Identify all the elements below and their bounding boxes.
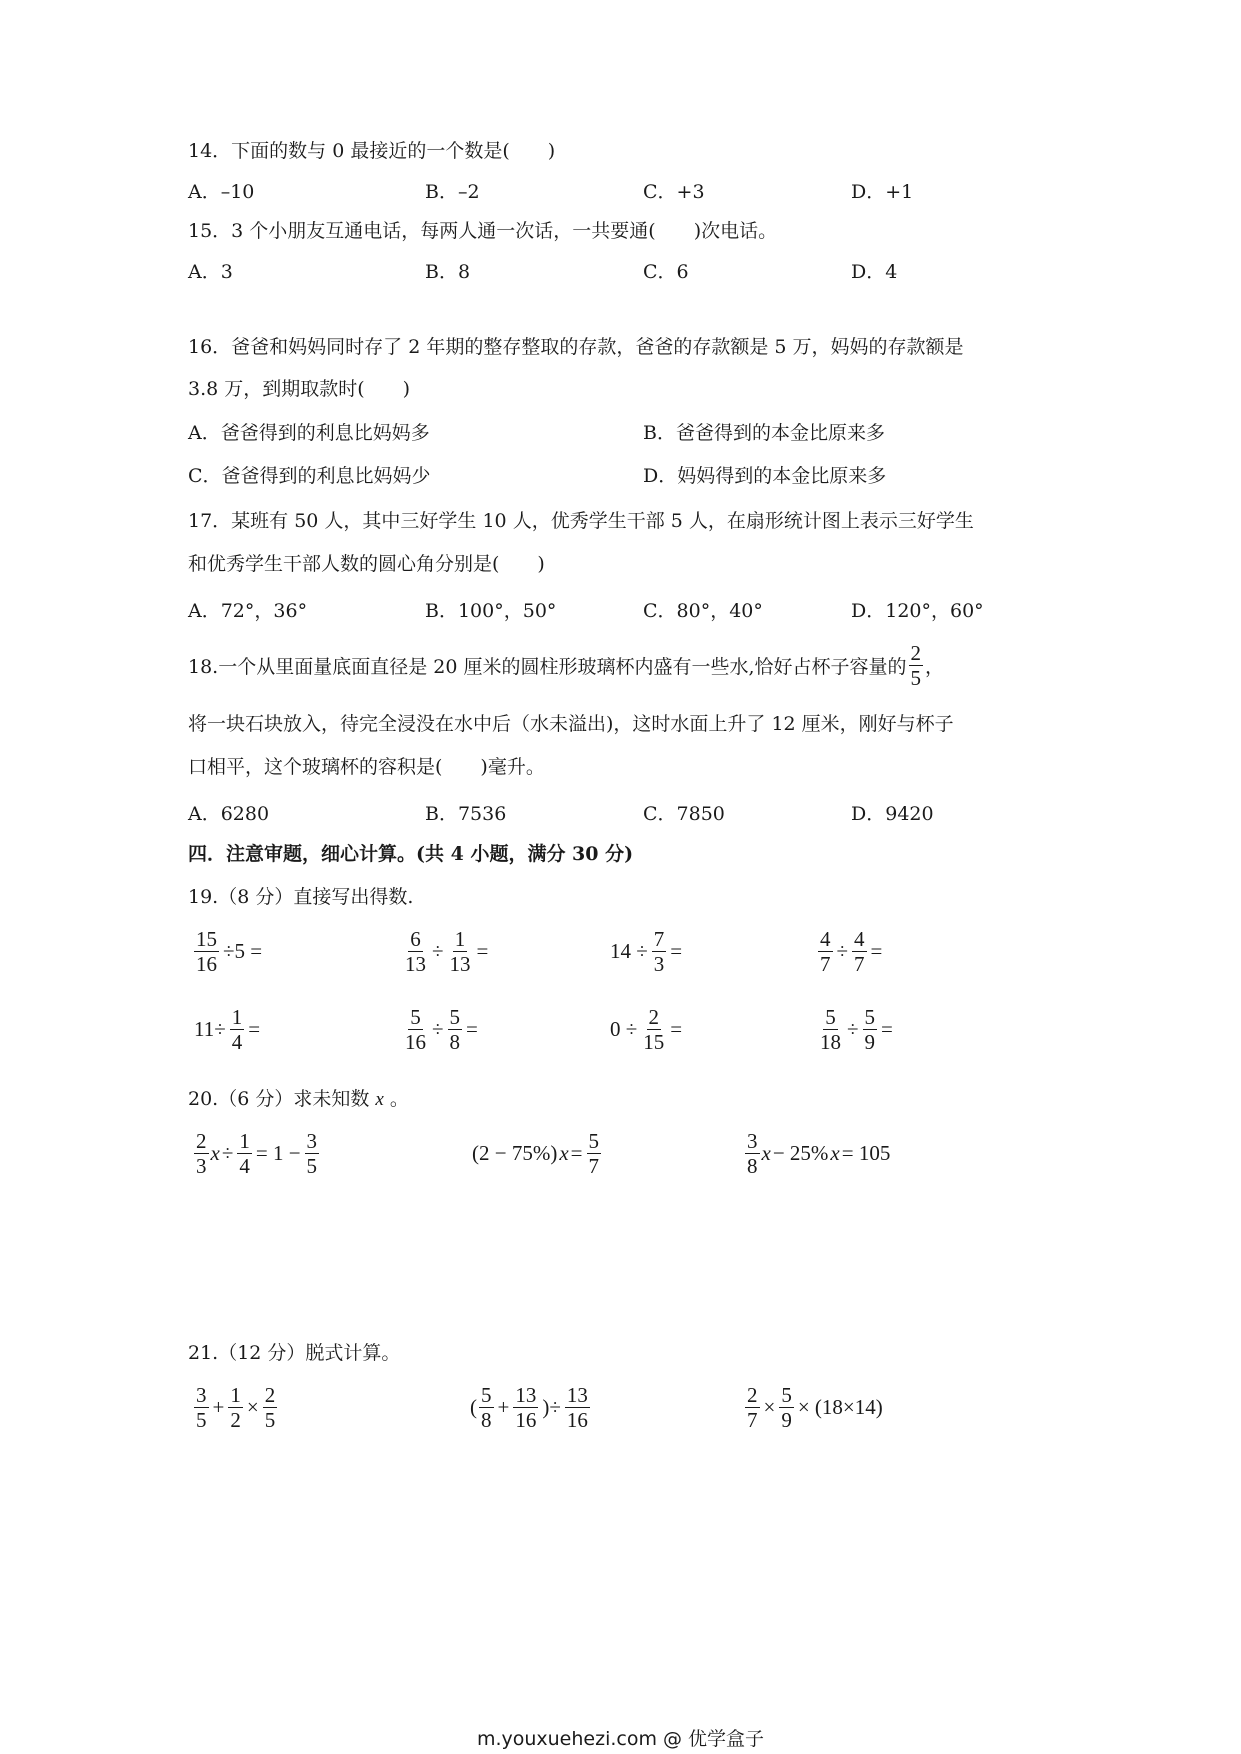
fraction (779, 1384, 794, 1431)
operator: )÷ (542, 1395, 561, 1420)
fraction (818, 928, 833, 975)
section-4-heading: 四．注意审题，细心计算。(共 4 小题，满分 30 分) (188, 843, 634, 865)
fraction (403, 928, 428, 975)
fraction (745, 1130, 760, 1177)
equals: = (570, 1141, 583, 1166)
fraction-numerator: 6 (410, 927, 421, 951)
fraction (230, 1006, 245, 1053)
q20-stem-text: 20.（6 分）求未知数 (188, 1088, 370, 1110)
q20-variable: x (375, 1089, 384, 1110)
fraction (228, 1384, 243, 1431)
fraction-denominator: 4 (231, 1030, 243, 1055)
q14-option-c: C．+3 (643, 181, 705, 203)
fraction (863, 1006, 878, 1053)
q20-stem (188, 1084, 409, 1111)
fraction (194, 1130, 209, 1177)
fraction-numerator: 2 (648, 1005, 660, 1029)
q16-option-d: D．妈妈得到的本金比原来多 (643, 465, 887, 487)
variable-x: x (210, 1141, 220, 1166)
fraction (587, 1130, 602, 1177)
q19-item-5 (192, 1006, 262, 1053)
equals: = (670, 1017, 683, 1042)
q17-stem-line1: 17．某班有 50 人，其中三好学生 10 人，优秀学生干部 5 人，在扇形统计图上表示三好学生 (188, 510, 974, 532)
fraction-numerator: 3 (747, 1129, 758, 1153)
q19-item-6 (401, 1006, 480, 1053)
fraction-denominator: 9 (864, 1030, 876, 1055)
q18-option-c: C．7850 (643, 803, 725, 825)
operator: × (18×14) (797, 1395, 883, 1420)
fraction-numerator: 5 (481, 1383, 492, 1407)
fraction-numerator: 1 (454, 927, 466, 951)
q17-option-c: C．80°，40° (643, 600, 763, 622)
q18-stem-line3: 口相平，这个玻璃杯的容积是( )毫升。 (188, 756, 545, 778)
equals: = (476, 939, 489, 964)
q17-stem-line2: 和优秀学生干部人数的圆心角分别是( ) (188, 553, 545, 575)
q21-expression-1 (192, 1384, 279, 1431)
fraction-numerator: 5 (410, 1005, 421, 1029)
operand: 0 ÷ (610, 1017, 638, 1042)
operator: × (246, 1395, 259, 1420)
q20-equation-2 (470, 1130, 603, 1177)
footer-watermark: m.youxuehezi.com @ 优学盒子 (476, 1728, 765, 1750)
operator: = 1 − (255, 1141, 301, 1166)
operator: ÷5 = (223, 939, 263, 964)
equals: = (870, 939, 883, 964)
fraction-numerator: 5 (781, 1383, 792, 1407)
fraction (513, 1384, 538, 1431)
operator: ÷ (221, 1141, 234, 1166)
variable-x: x (559, 1141, 569, 1166)
fraction (305, 1130, 320, 1177)
equals: = 105 (841, 1141, 891, 1166)
fraction (818, 1006, 843, 1053)
equals: = (881, 1017, 893, 1042)
operand: 14 ÷ (610, 939, 648, 964)
q19-item-8 (816, 1006, 895, 1053)
fraction (479, 1384, 494, 1431)
fraction-numerator: 3 (306, 1129, 318, 1153)
operator: + (497, 1395, 510, 1420)
fraction-numerator: 5 (449, 1005, 461, 1029)
q18-stem-line1 (188, 642, 944, 689)
fraction-numerator: 1 (239, 1129, 250, 1153)
fraction-denominator: 3 (196, 1154, 207, 1179)
q19-stem: 19.（8 分）直接写出得数. (188, 886, 414, 908)
fraction-numerator: 5 (588, 1129, 599, 1153)
fraction-denominator: 7 (588, 1154, 599, 1179)
q18-fraction (909, 642, 924, 689)
fraction (641, 1006, 666, 1053)
q15-option-c: C．6 (643, 261, 689, 283)
q14-option-d: D．+1 (851, 181, 914, 203)
q18-option-b: B．7536 (425, 803, 507, 825)
fraction-denominator: 16 (566, 1408, 588, 1433)
fraction-denominator: 15 (643, 1030, 665, 1055)
q14-option-b: B．–2 (425, 181, 480, 203)
q18-option-d: D．9420 (851, 803, 934, 825)
fraction (263, 1384, 278, 1431)
operand: 11÷ (194, 1017, 226, 1042)
fraction-numerator: 2 (264, 1383, 276, 1407)
q19-item-1 (192, 928, 264, 975)
q17-option-a: A．72°，36° (188, 600, 308, 622)
fraction-denominator: 16 (196, 952, 217, 977)
fraction (448, 1006, 463, 1053)
operator: ÷ (836, 939, 849, 964)
fraction-denominator: 3 (653, 952, 665, 977)
fraction-denominator: 8 (747, 1154, 758, 1179)
fraction-denominator: 13 (449, 952, 471, 977)
fraction (565, 1384, 590, 1431)
fraction (194, 1384, 209, 1431)
fraction-numerator: 2 (910, 641, 922, 665)
equals: = (466, 1017, 478, 1042)
fraction (194, 928, 219, 975)
operator: ÷ (432, 1017, 444, 1042)
q19-item-2 (401, 928, 490, 975)
q15-stem: 15．3 个小朋友互通电话，每两人通一次话，一共要通( )次电话。 (188, 220, 778, 242)
q18-stem-text: 18.一个从里面量底面直径是 20 厘米的圆柱形玻璃杯内盛有一些水,恰好占杯子容量的 (188, 656, 907, 679)
q20-equation-3 (743, 1130, 892, 1177)
equals: = (670, 939, 683, 964)
fraction-numerator: 5 (864, 1005, 876, 1029)
operator: ÷ (432, 939, 444, 964)
fraction-denominator: 7 (820, 952, 831, 977)
q16-option-a: A．爸爸得到的利息比妈妈多 (188, 422, 430, 444)
q21-expression-3 (743, 1384, 885, 1431)
open-paren: ( (470, 1395, 477, 1420)
q16-option-b: B．爸爸得到的本金比原来多 (643, 422, 885, 444)
fraction-denominator: 7 (747, 1408, 758, 1433)
fraction-denominator: 5 (910, 666, 922, 691)
operand: (2 − 75%) (472, 1141, 558, 1166)
operator: + (212, 1395, 225, 1420)
fraction-numerator: 2 (196, 1129, 207, 1153)
q17-option-b: B．100°，50° (425, 600, 557, 622)
q16-stem-line2: 3.8 万，到期取款时( ) (188, 378, 411, 400)
fraction (403, 1006, 428, 1053)
fraction-numerator: 1 (231, 1005, 243, 1029)
q15-option-d: D．4 (851, 261, 898, 283)
fraction (852, 928, 867, 975)
fraction-numerator: 2 (747, 1383, 758, 1407)
q18-option-a: A．6280 (188, 803, 270, 825)
fraction-denominator: 5 (264, 1408, 276, 1433)
variable-x: x (830, 1141, 840, 1166)
fraction-numerator: 3 (196, 1383, 207, 1407)
operator: ÷ (847, 1017, 859, 1042)
q16-option-c: C．爸爸得到的利息比妈妈少 (188, 465, 431, 487)
fraction-denominator: 9 (781, 1408, 792, 1433)
fraction-numerator: 13 (515, 1383, 537, 1407)
fraction-denominator: 2 (230, 1408, 241, 1433)
fraction-numerator: 1 (230, 1383, 241, 1407)
q21-expression-2 (470, 1384, 592, 1431)
fraction-numerator: 4 (854, 927, 865, 951)
equals: = (248, 1017, 261, 1042)
q17-option-d: D．120°，60° (851, 600, 984, 622)
q14-option-a: A．–10 (188, 181, 255, 203)
operator: × (763, 1395, 776, 1420)
q18-stem-comma: ， (925, 656, 945, 679)
q14-stem: 14．下面的数与 0 最接近的一个数是( ) (188, 140, 556, 162)
q21-stem: 21.（12 分）脱式计算。 (188, 1342, 401, 1364)
fraction (237, 1130, 252, 1177)
q15-option-a: A．3 (188, 261, 233, 283)
fraction-denominator: 8 (481, 1408, 492, 1433)
q20-equation-1 (192, 1130, 321, 1177)
fraction-denominator: 5 (306, 1154, 318, 1179)
fraction (745, 1384, 760, 1431)
q15-option-b: B．8 (425, 261, 471, 283)
fraction-numerator: 7 (653, 927, 665, 951)
q19-item-7 (608, 1006, 684, 1053)
fraction-numerator: 4 (820, 927, 831, 951)
fraction-denominator: 18 (820, 1030, 841, 1055)
fraction-numerator: 5 (825, 1005, 836, 1029)
fraction-denominator: 4 (239, 1154, 250, 1179)
q19-item-3 (608, 928, 684, 975)
q20-stem-end: 。 (389, 1088, 409, 1110)
fraction-numerator: 15 (196, 927, 217, 951)
fraction-numerator: 13 (566, 1383, 588, 1407)
fraction-denominator: 16 (405, 1030, 426, 1055)
q19-item-4 (816, 928, 884, 975)
q18-stem-line2: 将一块石块放入，待完全浸没在水中后（水未溢出)，这时水面上升了 12 厘米，刚好与杯子 (188, 713, 954, 735)
fraction-denominator: 13 (405, 952, 426, 977)
q16-stem-line1: 16．爸爸和妈妈同时存了 2 年期的整存整取的存款，爸爸的存款额是 5 万，妈妈的存款额是 (188, 336, 964, 358)
fraction (448, 928, 473, 975)
fraction-denominator: 16 (515, 1408, 537, 1433)
fraction-denominator: 5 (196, 1408, 207, 1433)
fraction (652, 928, 667, 975)
variable-x: x (761, 1141, 771, 1166)
operator: − 25% (772, 1141, 829, 1166)
fraction-denominator: 8 (449, 1030, 461, 1055)
fraction-denominator: 7 (854, 952, 865, 977)
